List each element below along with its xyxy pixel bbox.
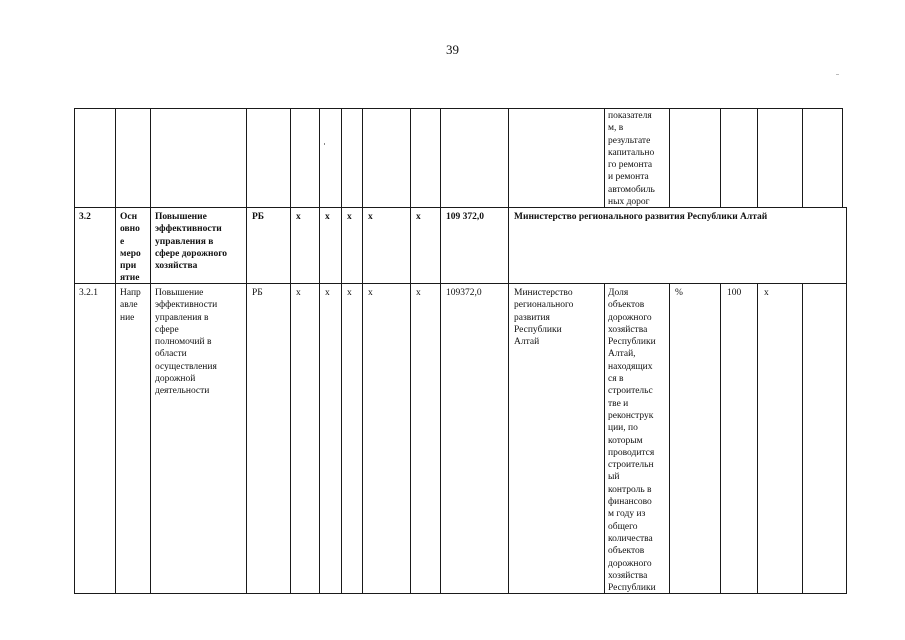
grid-col-line [842, 108, 843, 208]
row-3-2-1-executor: Министерство регионального развития Республики Алтай [514, 288, 574, 348]
row-3-2-name: Повышение эффективности управления в сфере дорожного хозяйства [155, 212, 228, 272]
row-3-2-number: 3.2 [79, 212, 91, 222]
grid-col-line [604, 108, 605, 208]
grid-col-line [362, 108, 363, 594]
grid-col-line [115, 108, 116, 594]
grid-col-line [757, 283, 758, 594]
row-3-2-1-indicator: Доля объектов дорожного хозяйства Республики Алтай, находящих ся в строительс тве и реконструк ции, по которым проводится строительн ый контроль в финансово м году из общего количества объектов дорожного хозяйства Республики [608, 288, 656, 594]
grid-col-line [669, 283, 670, 594]
row-3-2-x5: х [416, 212, 421, 222]
row-3-2-executor: Министерство регионального развития Республики Алтай [514, 212, 768, 222]
row-3-2-1-x5: х [416, 288, 421, 298]
grid-col-line [802, 283, 803, 594]
grid-line-bottom [74, 593, 847, 594]
grid-col-line [604, 283, 605, 594]
grid-col-line [846, 207, 847, 594]
grid-col-line [757, 108, 758, 208]
row-3-2-amount: 109 372,0 [446, 212, 484, 222]
grid-col-line [150, 108, 151, 594]
grid-col-line [720, 108, 721, 208]
grid-line-row-3-2-top [74, 207, 847, 208]
grid-line-top [74, 108, 843, 109]
row-3-2-x2: х [325, 212, 330, 222]
row-3-2-1-number: 3.2.1 [79, 288, 98, 298]
row-3-2-1-name: Повышение эффективности управления в сфере полномочий в области осуществления дорожной деятельности [155, 288, 218, 397]
row-3-2-1-x6: х [764, 288, 769, 298]
row-3-2-1-value: 100 [727, 288, 742, 298]
row-3-2-1-x2: х [325, 288, 330, 298]
grid-col-line [341, 108, 342, 594]
indicator-continuation: показателя м, в результате капитально го ремонта и ремонта автомобиль ных дорог [608, 111, 655, 208]
scan-mark [836, 74, 839, 75]
grid-col-line [410, 108, 411, 594]
grid-col-line [669, 108, 670, 208]
grid-col-line [720, 283, 721, 594]
page-number: 39 [446, 42, 459, 57]
grid-col-line [440, 108, 441, 594]
grid-col-line [802, 108, 803, 208]
grid-col-line [290, 108, 291, 594]
scan-speck [324, 143, 325, 145]
row-3-2-1-amount: 109372,0 [446, 288, 482, 298]
grid-line-row-3-2-1-top [74, 283, 847, 284]
row-3-2-x4: х [368, 212, 373, 222]
grid-col-line [508, 108, 509, 594]
grid-col-line [319, 108, 320, 594]
row-3-2-1-source: РБ [252, 288, 263, 298]
row-3-2-1-type: Напр авле ние [120, 288, 141, 323]
row-3-2-1-unit: % [675, 288, 683, 298]
row-3-2-1-x3: х [347, 288, 352, 298]
row-3-2-source: РБ [252, 212, 265, 222]
row-3-2-1-x1: х [296, 288, 301, 298]
row-3-2-1-x4: х [368, 288, 373, 298]
row-3-2-x3: х [347, 212, 352, 222]
row-3-2-type: Осн овно е меро при ятие [120, 212, 141, 284]
row-3-2-x1: х [296, 212, 301, 222]
grid-col-line [246, 108, 247, 594]
grid-col-line [74, 108, 75, 594]
